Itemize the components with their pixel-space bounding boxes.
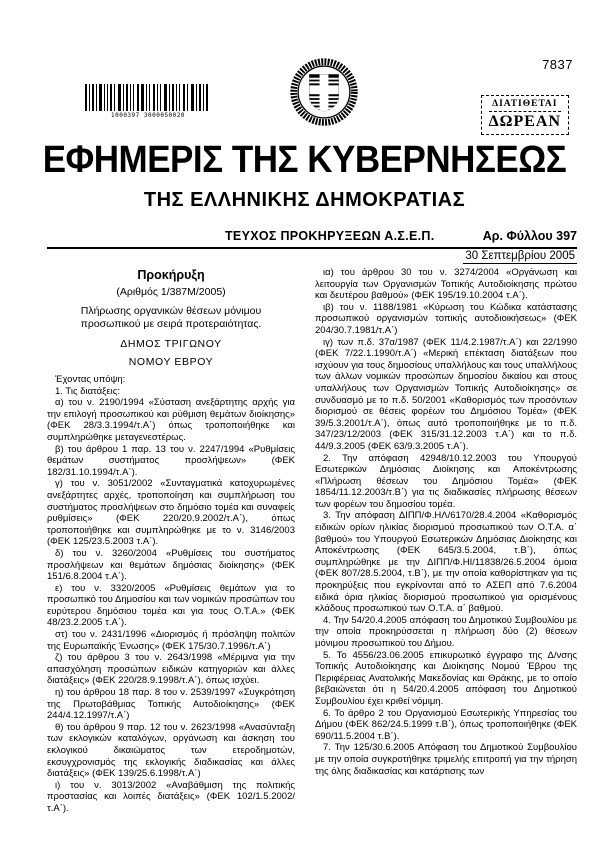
notice-heading-block xyxy=(47,268,295,368)
gazette-title: ΕΦΗΜΕΡΙΣ ΤΗΣ ΚΥΒΕΡΝΗΣΕΩΣ xyxy=(42,138,567,181)
paragraph: θ) του άρθρου 9 παρ. 12 του ν. 2623/1998 «Ανασύνταξη των εκλογικών καταλόγων, οργάνωση και άσκηση του εκλογικού δικαιώματος των ετεροδημοτών, εκσυγχρονισμός της εκλογικής διαδικασίας και άλλες διατάξεις» (ΦΕΚ 139/25.6.1998/τ.Α΄) xyxy=(47,721,295,780)
gazette-header xyxy=(0,0,609,268)
document-body xyxy=(47,266,577,815)
masthead xyxy=(0,140,609,212)
header-rule xyxy=(47,247,577,249)
paragraph: 6. Το άρθρο 2 του Οργανισμού Εσωτερικής Υπηρεσίας του Δήμου (ΦΕΚ 862/24.5.1999 τ.Β΄), όπως τροποποιήθηκε (ΦΕΚ 690/11.5.2004 τ.Β΄). xyxy=(315,707,577,742)
paragraph: ιγ) των π.δ. 37α/1987 (ΦΕΚ 11/4.2.1987/τ.Α΄) και 22/1990 (ΦΕΚ 7/22.1.1990/τ.Α΄) «Μερική επέκταση διατάξεων που ισχύουν για τους δημοσίους υπαλλήλους και τους υπαλλήλους των άλλων νομικών προσώπων δημοσίου δικαίου και στους υπαλλήλους των Οργανισμών Τοπικής Αυτοδιοίκησης» σε συνδυασμό με το π.δ. 50/2001 «Καθορισμός των προσόντων διορισμού σε θέσεις φορέων του Δημόσιου Τομέα» (ΦΕΚ 39/5.3.2001/τ.Α΄), όπως αυτό τροποποιήθηκε με το π.δ. 347/23/12/2003 (ΦΕΚ 315/31.12.2003 τ.Α΄) και το π.δ. 44/9.3.2005 (ΦΕΚ 63/9.3.2005 τ.Α΄). xyxy=(315,336,577,452)
gazette-subtitle: ΤΗΣ ΕΛΛΗΝΙΚΗΣ ΔΗΜΟΚΡΑΤΙΑΣ xyxy=(143,189,466,211)
paragraph: δ) του ν. 3260/2004 «Ρυθμίσεις του συστήματος προσλήψεων και θεμάτων δημόσιας διοίκησης» (ΦΕΚ 151/6.8.2004 τ.Α΄). xyxy=(47,547,295,583)
paragraph: 1. Τις διατάξεις: xyxy=(55,385,120,397)
notice-prefecture: ΝΟΜΟΥ ΕΒΡΟΥ xyxy=(128,356,214,368)
notice-municipality: ΔΗΜΟΣ ΤΡΙΓΩΝΟΥ xyxy=(120,338,222,350)
issue-type: ΤΕΥΧΟΣ ΠΡΟΚΗΡΥΞΕΩΝ Α.Σ.Ε.Π. xyxy=(225,229,435,243)
paragraph: 5. Το 4556/23.06.2005 επικυρωτικό έγγραφο της Δ/νσης Τοπικής Αυτοδιοίκησης και Διοίκησης Νομού Έβρου της Περιφέρειας Ανατολικής Μακεδονίας και Θράκης, με το οποίο βεβαιώνεται ότι η 54/20.4.2005 απόφαση του Δημοτικού Συμβουλίου έχει κριθεί νόμιμη. xyxy=(315,649,577,707)
paragraph: α) του ν. 2190/1994 «Σύσταση ανεξάρτητης αρχής για την επιλογή προσωπικού και ρύθμιση θεμάτων διοίκησης» (ΦΕΚ 28/3.3.1994/τ.Α΄) όπως τροποποιήθηκε και συμπληρώθηκε μεταγενεστέρως. xyxy=(47,397,295,443)
paragraph: 3. Την απόφαση ΔΙΠΠ/Φ.ΗΛ/6170/28.4.2004 «Καθορισμός ειδικών ορίων ηλικίας διορισμού προσωπικού των Ο.Τ.Α. α΄ βαθμού» του Υπουργού Εσωτερικών Δημόσιας Διοίκησης και Αποκέντρωσης (ΦΕΚ 645/3.5.2004, τ.Β΄), όπως συμπληρώθηκε με την ΔΙΠΠ/Φ.ΗΙ/11838/26.5.2004 όμοια (ΦΕΚ 807/28.5.2004, τ.Β΄), με την οποία καθορίστηκαν για τις προκηρύξεις που εγκρίνονται από το ΑΣΕΠ από 7.6.2004 ειδικά όρια ηλικίας διορισμού προσωπικού για ορισμένους κλάδους προσωπικού των Ο.Τ.Α. α΄ βαθμού. xyxy=(315,510,577,615)
paragraph: ζ) του άρθρου 3 του ν. 2643/1998 «Μέριμνα για την απασχόληση προσώπων ειδικών κατηγοριών και άλλες διατάξεις» (ΦΕΚ 220/28.9.1998/τ.Α΄), όπως ισχύει. xyxy=(47,652,295,687)
notice-title: Προκήρυξη xyxy=(137,268,205,282)
issue-number: Αρ. Φύλλου 397 xyxy=(482,229,577,243)
paragraph: η) του άρθρου 18 παρ. 8 του ν. 2539/1997 «Συγκρότηση της Πρωτοβάθμιας Τοπικής Αυτοδιοίκησης» (ΦΕΚ 244/4.12.1997/τ.Α΄) xyxy=(47,687,295,722)
issue-date: 30 Σεπτεμβρίου 2005 xyxy=(465,250,575,262)
barcode xyxy=(85,84,211,119)
paragraph: ι) του ν. 3013/2002 «Αναβάθμιση της πολιτικής προστασίας και λοιπές διατάξεις» (ΦΕΚ 102/1.5.2002/τ.Α΄). xyxy=(47,779,295,814)
paragraph: ια) του άρθρου 30 του ν. 3274/2004 «Οργάνωση και λειτουργία των Οργανισμών Τοπικής Αυτοδιοίκησης πρώτου και δευτέρου βαθμού» (ΦΕΚ 195/19.10.2004 τ.Α΄). xyxy=(315,267,577,302)
page-number: 7837 xyxy=(542,57,573,72)
paragraph: γ) του ν. 3051/2002 «Συνταγματικά κατοχυρωμένες ανεξάρτητες αρχές, τροποποίηση και συμπλήρωση του συστήματος προσλήψεων στο δημόσιο τομέα και συναφείς ρυθμίσεις» (ΦΕΚ 220/20.9.2002/τ.Α΄), όπως τροποποιήθηκε και συμπληρώθηκε με το ν. 3146/2003 (ΦΕΚ 125/23.5.2003 τ.Α΄). xyxy=(47,478,295,548)
notice-subject: Πλήρωσης οργανικών θέσεων μόνιμου προσωπικού με σειρά προτεραιότητας. xyxy=(80,305,262,330)
free-distribution-stamp xyxy=(481,95,569,135)
right-column-paragraphs xyxy=(315,267,577,777)
issue-line xyxy=(47,229,577,245)
free-stamp-line1: ΔΙΑΤΙΘΕΤΑΙ xyxy=(489,98,561,112)
left-column-paragraphs xyxy=(47,374,295,815)
paragraph: 7. Την 125/30.6.2005 Απόφαση του Δημοτικού Συμβουλίου με την οποία συγκροτήθηκε τριμελής επιτροπή για την τήρηση της όλης διαδικασίας και κατάρτισης των xyxy=(315,742,577,777)
greek-coat-of-arms-icon xyxy=(287,54,361,130)
paragraph: ιβ) του ν. 1188/1981 «Κύρωση του Κώδικα κατάστασης προσωπικού οργανισμών τοπικής αυτοδιοικήσεως» (ΦΕΚ 204/30.7.1981/τ.Α΄) xyxy=(315,301,577,336)
right-column xyxy=(315,266,577,815)
barcode-icon xyxy=(85,84,211,111)
paragraph: στ) του ν. 2431/1996 «Διορισμός ή πρόσληψη πολιτών της Ευρωπαϊκής Ένωσης» (ΦΕΚ 175/30.7.1996/τ.Α΄) xyxy=(47,629,295,652)
barcode-number: 1000397 3000050020 xyxy=(110,112,186,119)
paragraph: 2. Την απόφαση 42948/10.12.2003 του Υπουργού Εσωτερικών Δημόσιας Διοίκησης και Αποκέντρωσης «Πλήρωση θέσεων του Δημόσιου Τομέα» (ΦΕΚ 1854/11.12.2003/τ.Β΄) για τις διαδικασίες πλήρωσης θέσεων των φορέων του δημοσίου τομέα. xyxy=(315,452,577,510)
paragraph: 4. Την 54/20.4.2005 απόφαση του Δημοτικού Συμβουλίου με την οποία προκηρύσσεται η πλήρωση δύο (2) θέσεων μόνιμου προσωπικού του Δήμου. xyxy=(315,614,577,649)
free-stamp-line2: ΔΩΡΕΑΝ xyxy=(488,113,561,130)
paragraph: ε) του ν. 3320/2005 «Ρυθμίσεις θεμάτων για το προσωπικό του Δημοσίου και των νομικών προσώπων του ευρύτερου δημόσιου τομέα και για τους Ο.Τ.Α.» (ΦΕΚ 48/23.2.2005 τ.Α΄). xyxy=(47,582,295,629)
paragraph: β) του άρθρου 1 παρ. 13 του ν. 2247/1994 «Ρυθμίσεις θεμάτων συστήματος προσλήψεων» (ΦΕΚ 182/31.10.1994/τ.Α΄). xyxy=(47,443,295,478)
left-column xyxy=(47,266,295,815)
notice-number: (Αριθμός 1/387Μ/2005) xyxy=(116,286,226,298)
paragraph: Έχοντας υπόψη: xyxy=(55,374,126,385)
